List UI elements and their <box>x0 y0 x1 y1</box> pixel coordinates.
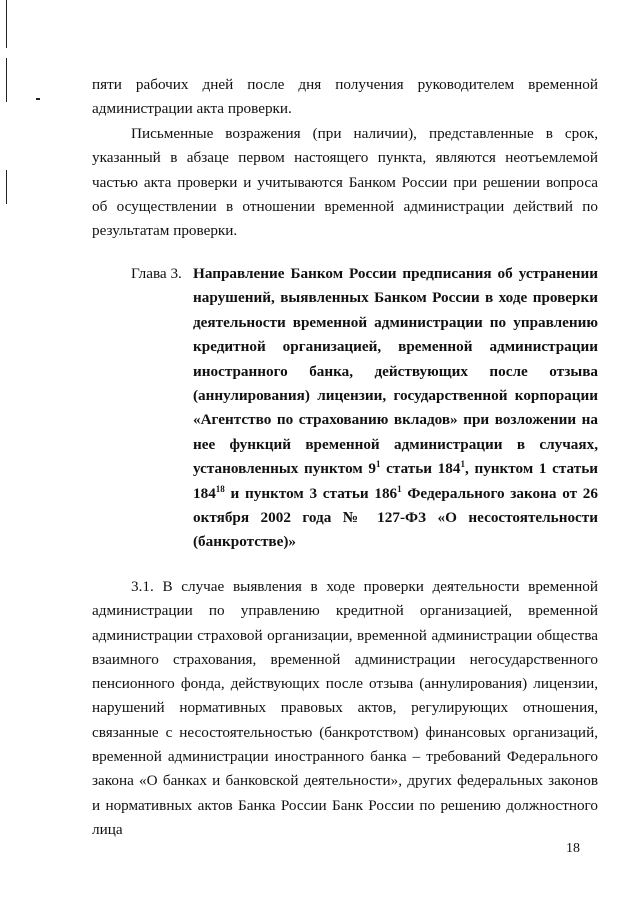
scan-mark-line-1 <box>6 0 7 48</box>
paragraph-3-1: 3.1. В случае выявления в ходе проверки деятельности временной администрации по управлению кредитной организацией, временной администрации страховой организации, временной администрации общества взаимного страхования, временной администрации негосударственного пенсионного фонда, действующих после отзыва (аннулирования) лицензии, нарушений нормативных правовых актов, регулирующих отношения, связанные с несостоятельностью (банкротством) финансовых организаций, временной администрации иностранного банка – требований Федерального закона «О банках и банковской деятельности», других федеральных законов и нормативных актов Банка России Банк России по решению должностного лица <box>92 578 598 838</box>
scan-mark-line-3 <box>6 170 7 204</box>
chapter-label: Глава 3. <box>131 265 182 282</box>
scan-mark-line-2 <box>6 58 7 102</box>
paragraph-continuation: пяти рабочих дней после дня получения руководителем временной администрации акта проверки. <box>92 76 598 118</box>
paragraph-objections: Письменные возражения (при наличии), представленные в срок, указанный в абзаце первом настоящего пункта, являются неотъемлемой частью акта проверки и учитываются Банком России при решении вопроса об осуществлении в отношении временной администрации действий по результатам проверки. <box>92 125 598 240</box>
scan-mark-dot <box>36 98 40 100</box>
page-number: 18 <box>566 841 580 856</box>
chapter-heading <box>131 262 598 555</box>
chapter-title: Направление Банком России предписания об устранении нарушений, выявленных Банком России в ходе проверки деятельности временной администрации по управлению кредитной организацией, временной администрации иностранного банка, действующих после отзыва (аннулирования) лицензии, государственной корпорации «Агентство по страхованию вкладов» при возложении на нее функций временной администрации в случаях, установленных пунктом $9^1$ статьи $184^1$, пунктом 1 статьи $184^{18}$ и пунктом 3 статьи $186^1$ Федерального закона от 26 октября 2002 года № 127-ФЗ «О несостоятельности (банкротстве)» <box>193 265 598 551</box>
